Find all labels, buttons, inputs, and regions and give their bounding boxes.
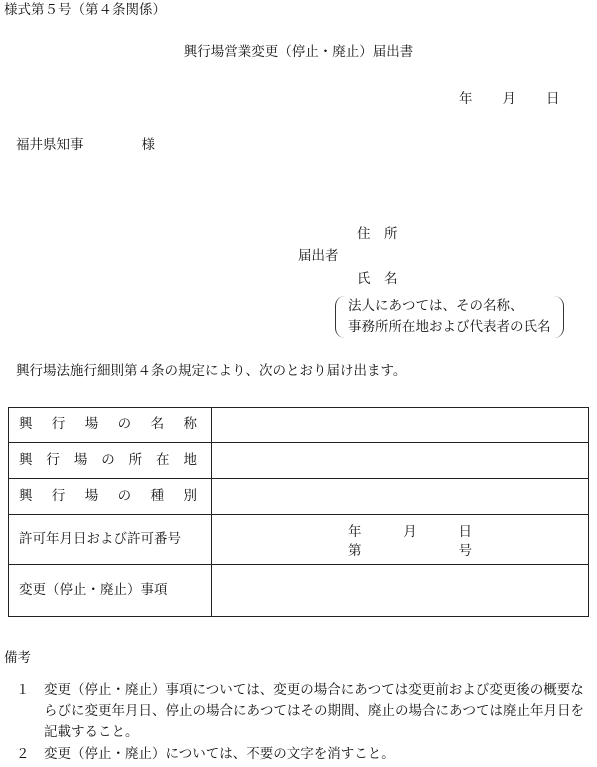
permit-number-prefix: 第: [348, 543, 362, 559]
form-number: 様式第５号（第４条関係）: [4, 2, 166, 18]
label-char: の: [117, 487, 132, 504]
label-char: 称: [183, 416, 197, 433]
facility-name-field[interactable]: [212, 408, 589, 443]
table-row: [9, 443, 589, 479]
remark-text: 変更（停止・廃止）については、不要の文字を消すこと。: [44, 746, 395, 762]
facility-name-label: [9, 408, 212, 443]
permit-number-suffix: 号: [458, 543, 472, 559]
label-char: 行: [46, 451, 60, 468]
label-char: 場: [84, 487, 99, 504]
submission-date: [459, 93, 560, 107]
label-char: 在: [156, 451, 170, 468]
facility-location-label: [9, 443, 212, 479]
address-label: 住 所: [357, 226, 398, 242]
remark-text: 変更（停止・廃止）事項については、変更の場合にあつては変更前および変更後の概要ならびに変更年月日、停止の場合にあつてはその期間、廃止の場合にあつては廃止年月日を記載すること。: [44, 682, 584, 740]
label-char: 行: [51, 416, 66, 433]
addressee-honorific: 様: [141, 137, 155, 153]
table-row: [9, 479, 589, 515]
corporation-note-line-1: 法人にあつては、その名称、: [348, 298, 524, 314]
name-label: 氏 名: [357, 271, 398, 287]
permit-day-label: 日: [458, 524, 472, 540]
label-char: 種: [150, 487, 165, 504]
label-char: の: [117, 416, 132, 433]
change-matter-label: 変更（停止・廃止）事項: [9, 565, 212, 617]
label-char: 興: [19, 451, 33, 468]
corporation-note-line-2: 事務所所在地および代表者の氏名: [348, 319, 551, 335]
label-char: 興: [19, 487, 33, 504]
facility-type-label: [9, 479, 212, 515]
permit-date-line: [348, 526, 472, 540]
remark-number: １: [16, 682, 30, 698]
remark-note-1: [16, 680, 591, 743]
notifier-label: 届出者: [298, 248, 339, 264]
label-char: の: [101, 451, 115, 468]
facility-location-field[interactable]: [212, 443, 589, 479]
label-char: 行: [51, 487, 66, 504]
notification-table: [8, 407, 589, 617]
document-title: 興行場営業変更（停止・廃止）届出書: [183, 44, 414, 60]
facility-type-field[interactable]: [212, 479, 589, 515]
remark-number: ２: [16, 746, 30, 762]
label-char: 興: [19, 416, 33, 433]
label-char: 地: [183, 451, 197, 468]
date-year-label: 年: [459, 91, 473, 107]
label-char: 場: [84, 416, 99, 433]
addressee: [16, 139, 155, 153]
declaration-text: 興行場法施行細則第４条の規定により、次のとおり届け出ます。: [16, 363, 407, 379]
remarks-title: 備考: [4, 650, 31, 666]
permit-date-number-label: 許可年月日および許可番号: [9, 515, 212, 565]
permit-date-number-field[interactable]: [212, 515, 589, 565]
label-char: 名: [150, 416, 165, 433]
table-row: [9, 408, 589, 443]
corporation-note-bracket: [335, 296, 564, 338]
table-row: [9, 565, 589, 617]
permit-number-line: [348, 545, 472, 559]
label-char: 所: [128, 451, 143, 468]
date-day-label: 日: [546, 91, 560, 107]
addressee-name: 福井県知事: [16, 137, 84, 153]
permit-month-label: 月: [403, 524, 417, 540]
label-char: 場: [73, 451, 88, 468]
change-matter-field[interactable]: [212, 565, 589, 617]
date-month-label: 月: [502, 91, 516, 107]
table-row: [9, 515, 589, 565]
label-char: 別: [183, 487, 197, 504]
permit-year-label: 年: [348, 524, 362, 540]
remark-note-2: [16, 748, 395, 762]
